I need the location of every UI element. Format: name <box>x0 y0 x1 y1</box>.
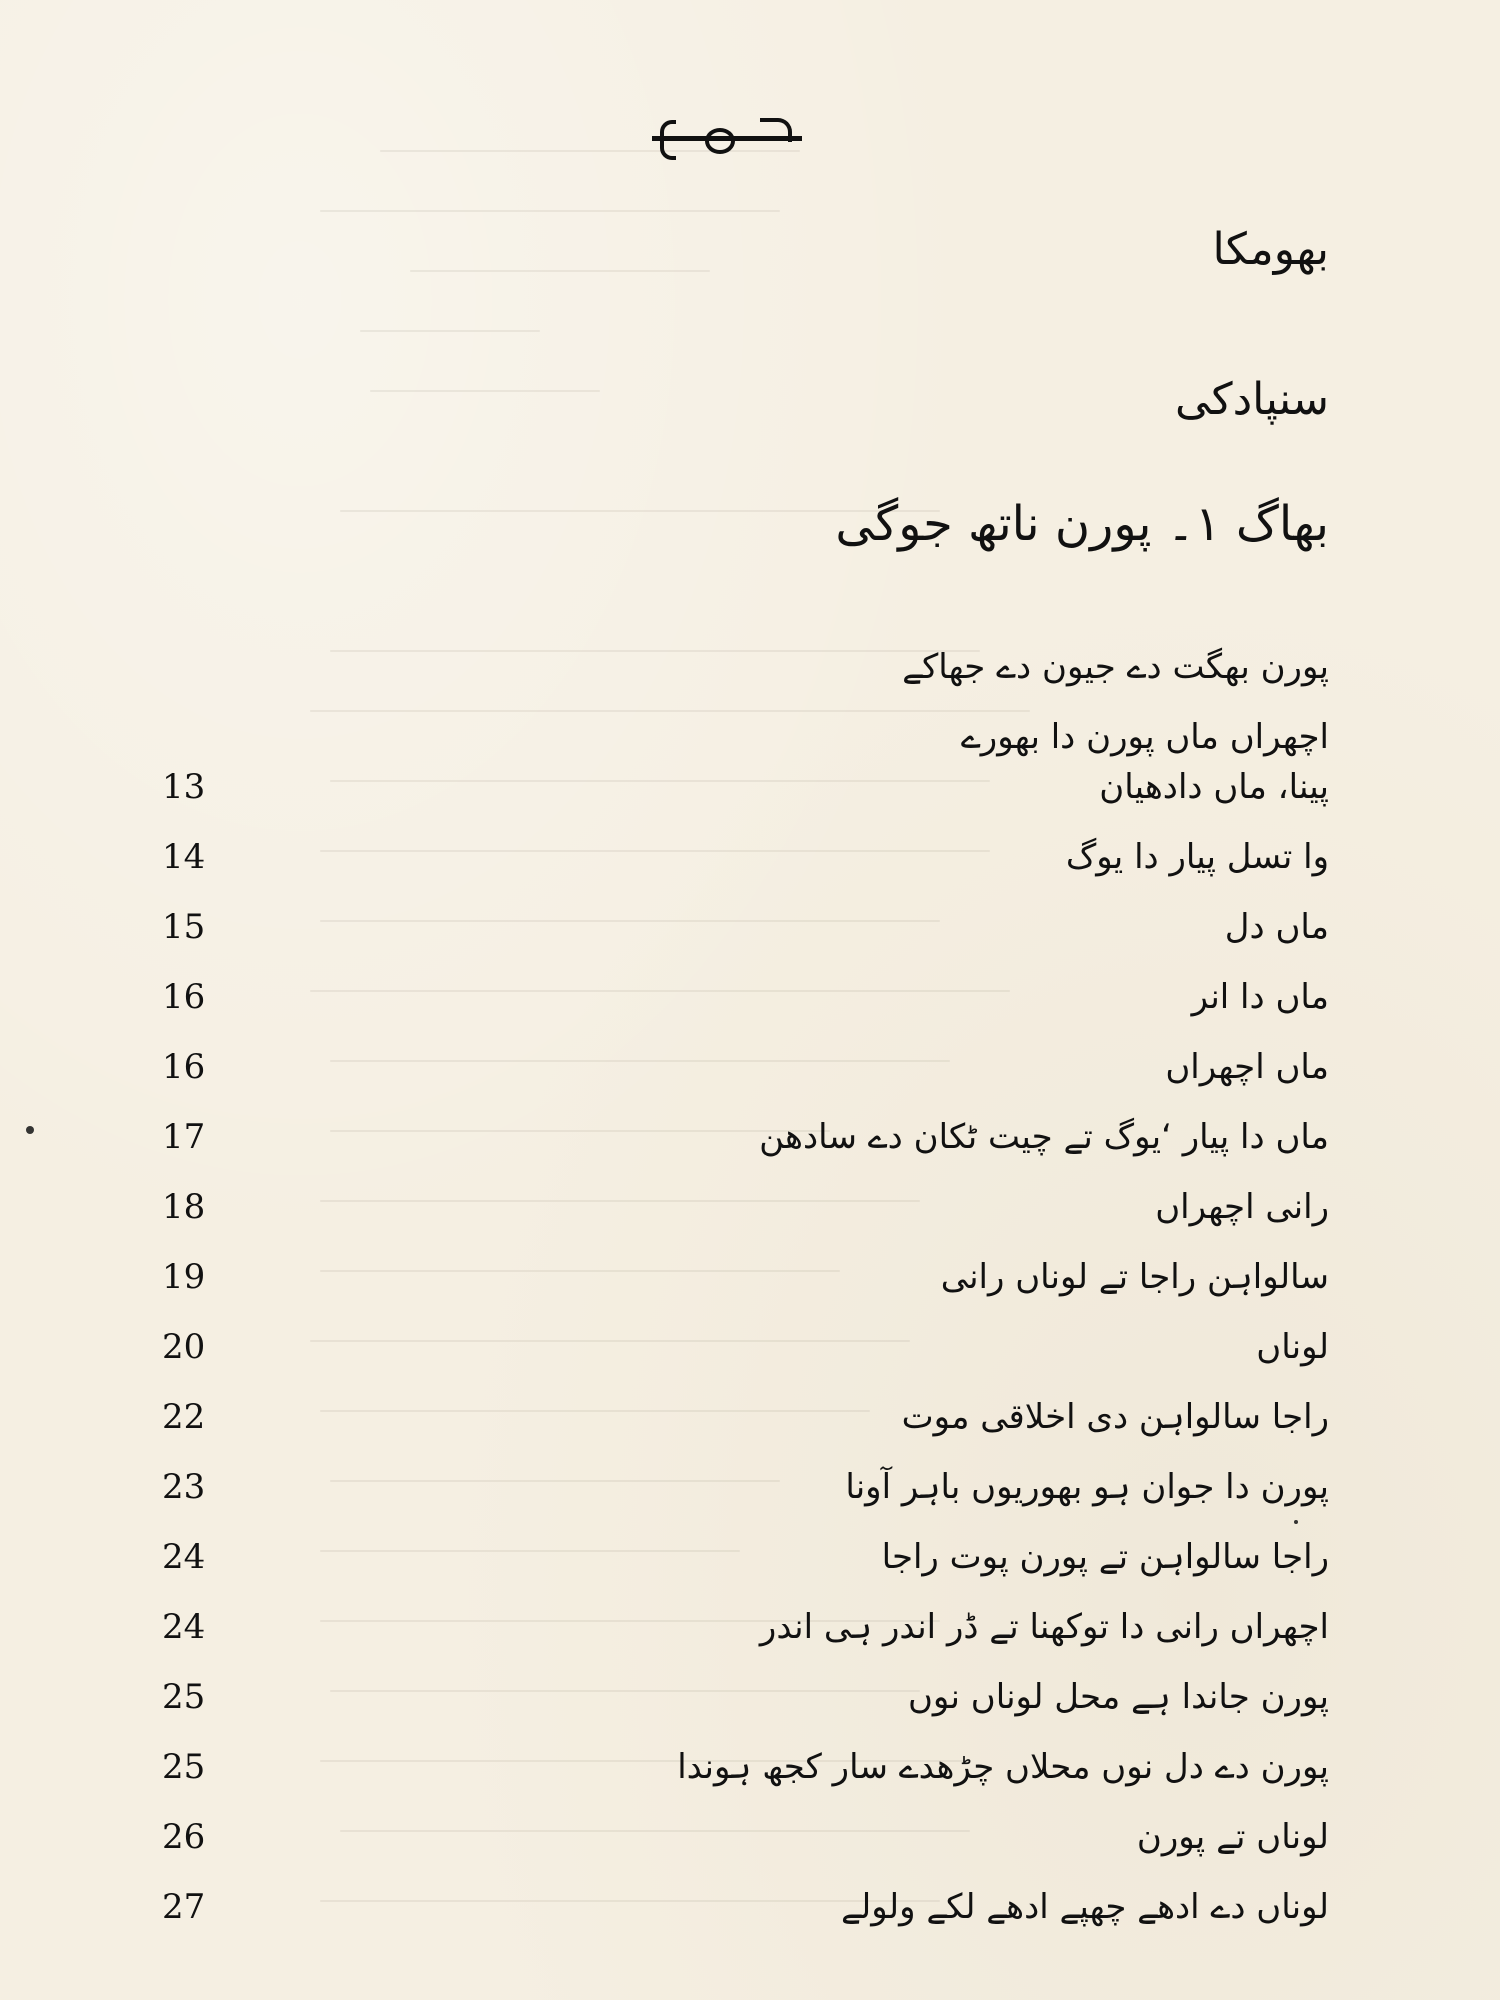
toc-title: رانی اچھراں <box>1155 1187 1329 1227</box>
toc-row <box>0 977 1500 1040</box>
toc-row <box>0 907 1500 970</box>
toc-title: اچھراں ماں پورن دا بھورے <box>960 717 1329 757</box>
toc-row <box>0 1047 1500 1110</box>
toc-page-number: 24 <box>162 1537 206 1577</box>
toc-title: ماں دا پیار ‘یوگ تے چیت ٹکان دے سادھن <box>759 1117 1329 1157</box>
toc-page-number: 16 <box>162 977 206 1017</box>
header-ornament <box>640 112 810 162</box>
toc-title: راجا سالواہن دی اخلاقی موت <box>901 1397 1329 1437</box>
header-ornament-stroke <box>660 120 676 160</box>
paper-speck <box>1294 1520 1298 1524</box>
toc-row <box>0 1817 1500 1880</box>
toc-row <box>0 1397 1500 1460</box>
toc-page-number: 16 <box>162 1047 206 1087</box>
toc-page-number: 23 <box>162 1467 206 1507</box>
toc-page-number: 19 <box>162 1257 206 1297</box>
toc-page-number: 17 <box>162 1117 206 1157</box>
toc-page-number: 22 <box>162 1397 206 1437</box>
toc-row <box>0 1187 1500 1250</box>
toc-row <box>0 1607 1500 1670</box>
toc-title: اچھراں رانی دا توکھنا تے ڈر اندر ہی اندر <box>759 1607 1329 1647</box>
toc-page-number: 25 <box>162 1747 206 1787</box>
toc-page-number: 15 <box>162 907 206 947</box>
toc-title: ماں دل <box>1224 907 1329 947</box>
section-title: سنپادکی <box>1174 374 1329 425</box>
header-ornament-stroke <box>705 128 735 154</box>
toc-row <box>0 647 1500 710</box>
toc-page-number: 14 <box>162 837 206 877</box>
toc-page-number: 13 <box>162 767 206 807</box>
toc-title: پورن دا جوان ہو بھوریوں باہر آونا <box>845 1467 1329 1507</box>
toc-row <box>0 1537 1500 1600</box>
toc-page-number: 20 <box>162 1327 206 1367</box>
toc-title: پورن جاندا ہے محل لوناں نوں <box>907 1677 1329 1717</box>
toc-row <box>0 837 1500 900</box>
toc-title: لوناں تے پورن <box>1136 1817 1329 1857</box>
toc-row <box>0 767 1500 830</box>
paper-speck <box>26 1126 34 1134</box>
toc-row <box>0 1467 1500 1530</box>
toc-title: سالواہن راجا تے لوناں رانی <box>940 1257 1329 1297</box>
toc-title: پورن دے دل نوں محلاں چڑھدے سار کجھ ہوندا <box>677 1747 1329 1787</box>
toc-title: ماں دا انر <box>1191 977 1329 1017</box>
toc-title: وا تسل پیار دا یوگ <box>1065 837 1329 877</box>
toc-title: راجا سالواہن تے پورن پوت راجا <box>881 1537 1329 1577</box>
header-ornament-stroke <box>760 118 792 142</box>
section-title: بھومکا <box>1212 224 1329 275</box>
toc-page-number: 26 <box>162 1817 206 1857</box>
toc-row <box>0 1887 1500 1950</box>
toc-title: لوناں دے ادھے چھپے ادھے لکے ولولے <box>840 1887 1329 1927</box>
toc-page-number: 18 <box>162 1187 206 1227</box>
toc-page-number: 24 <box>162 1607 206 1647</box>
toc-row <box>0 1257 1500 1320</box>
toc-title: ماں اچھراں <box>1165 1047 1329 1087</box>
toc-page-number: 27 <box>162 1887 206 1927</box>
toc-row <box>0 1327 1500 1390</box>
toc-row <box>0 1117 1500 1180</box>
part-title: بھاگ ۱۔ پورن ناتھ جوگی <box>835 496 1329 552</box>
toc-row <box>0 1747 1500 1810</box>
toc-row <box>0 1677 1500 1740</box>
toc-title: پینا، ماں دادھیان <box>1099 767 1329 807</box>
toc-title: لوناں <box>1256 1327 1329 1367</box>
toc-page-number: 25 <box>162 1677 206 1717</box>
toc-title: پورن بھگت دے جیون دے جھاکے <box>902 647 1329 687</box>
